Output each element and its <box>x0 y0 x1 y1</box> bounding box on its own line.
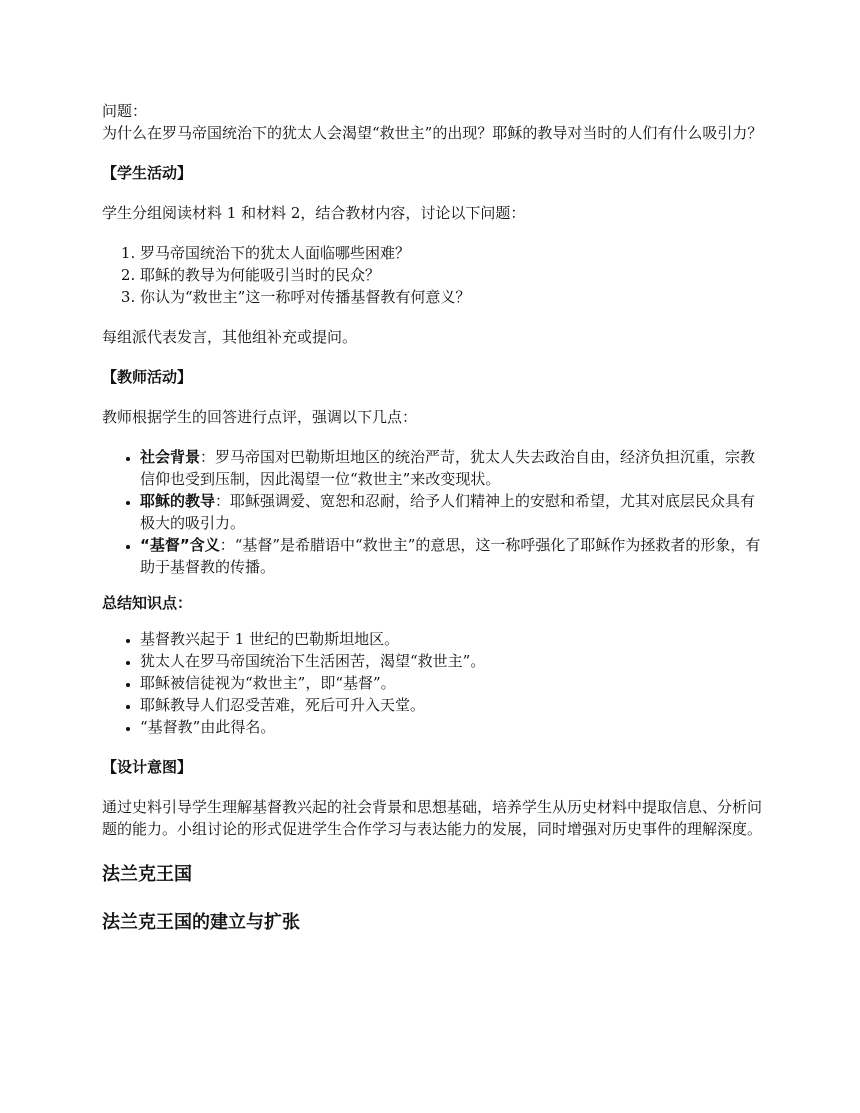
list-item: 2. 耶稣的教导为何能吸引当时的民众？ <box>140 264 768 286</box>
list-item: 1. 罗马帝国统治下的犹太人面临哪些困难？ <box>140 242 768 264</box>
teacher-activity-intro: 教师根据学生的回答进行点评，强调以下几点： <box>102 408 418 426</box>
design-intent-text: 通过史料引导学生理解基督教兴起的社会背景和思想基础，培养学生从历史材料中提取信息、分析问题的能力。小组讨论的形式促进学生合作学习与表达能力的发展，同时增强对历史事件的理解深度。 <box>102 798 763 838</box>
list-item: • 犹太人在罗马帝国统治下生活困苦，渴望“救世主”。 <box>140 650 768 672</box>
document-page <box>102 100 768 958</box>
list-item <box>140 446 768 490</box>
list-item: • “基督教”由此得名。 <box>140 716 768 738</box>
point-text: ：“基督”是希腊语中“救世主”的意思，这一称呼强化了耶稣作为拯救者的形象，有助于基督教的传播。 <box>140 536 761 576</box>
teacher-activity-heading: 【教师活动】 <box>102 368 193 386</box>
question-block <box>102 100 768 144</box>
point-term: 耶稣的教导 <box>140 492 216 510</box>
point-text: ：耶稣强调爱、宽恕和忍耐，给予人们精神上的安慰和希望，尤其对底层民众具有极大的吸引力。 <box>140 492 756 532</box>
point-term: 社会背景 <box>140 448 201 466</box>
teacher-points-list <box>102 446 768 578</box>
list-item: • 基督教兴起于 1 世纪的巴勒斯坦地区。 <box>140 628 768 650</box>
list-item: • 耶稣被信徒视为“救世主”，即“基督”。 <box>140 672 768 694</box>
student-activity-outro: 每组派代表发言，其他组补充或提问。 <box>102 328 358 346</box>
question-label: 问题： <box>102 102 148 120</box>
discussion-questions-list <box>102 242 768 308</box>
point-term: “基督”含义 <box>140 536 220 554</box>
summary-list <box>102 628 768 738</box>
list-item: • 耶稣教导人们忍受苦难，死后可升入天堂。 <box>140 694 768 716</box>
student-activity-intro: 学生分组阅读材料 1 和材料 2，结合教材内容，讨论以下问题： <box>102 204 526 222</box>
list-item <box>140 534 768 578</box>
student-activity-heading: 【学生活动】 <box>102 164 193 182</box>
section-title-frankish-kingdom: 法兰克王国 <box>102 864 192 885</box>
design-intent-heading: 【设计意图】 <box>102 758 193 776</box>
summary-heading: 总结知识点： <box>102 594 193 612</box>
question-text: 为什么在罗马帝国统治下的犹太人会渴望“救世主”的出现？耶稣的教导对当时的人们有什么吸引力？ <box>102 124 763 142</box>
list-item: 3. 你认为“救世主”这一称呼对传播基督教有何意义？ <box>140 286 768 308</box>
section-title-establishment-expansion: 法兰克王国的建立与扩张 <box>102 912 300 933</box>
point-text: ：罗马帝国对巴勒斯坦地区的统治严苛，犹太人失去政治自由，经济负担沉重，宗教信仰也受到压制，因此渴望一位“救世主”来改变现状。 <box>140 448 756 488</box>
list-item <box>140 490 768 534</box>
